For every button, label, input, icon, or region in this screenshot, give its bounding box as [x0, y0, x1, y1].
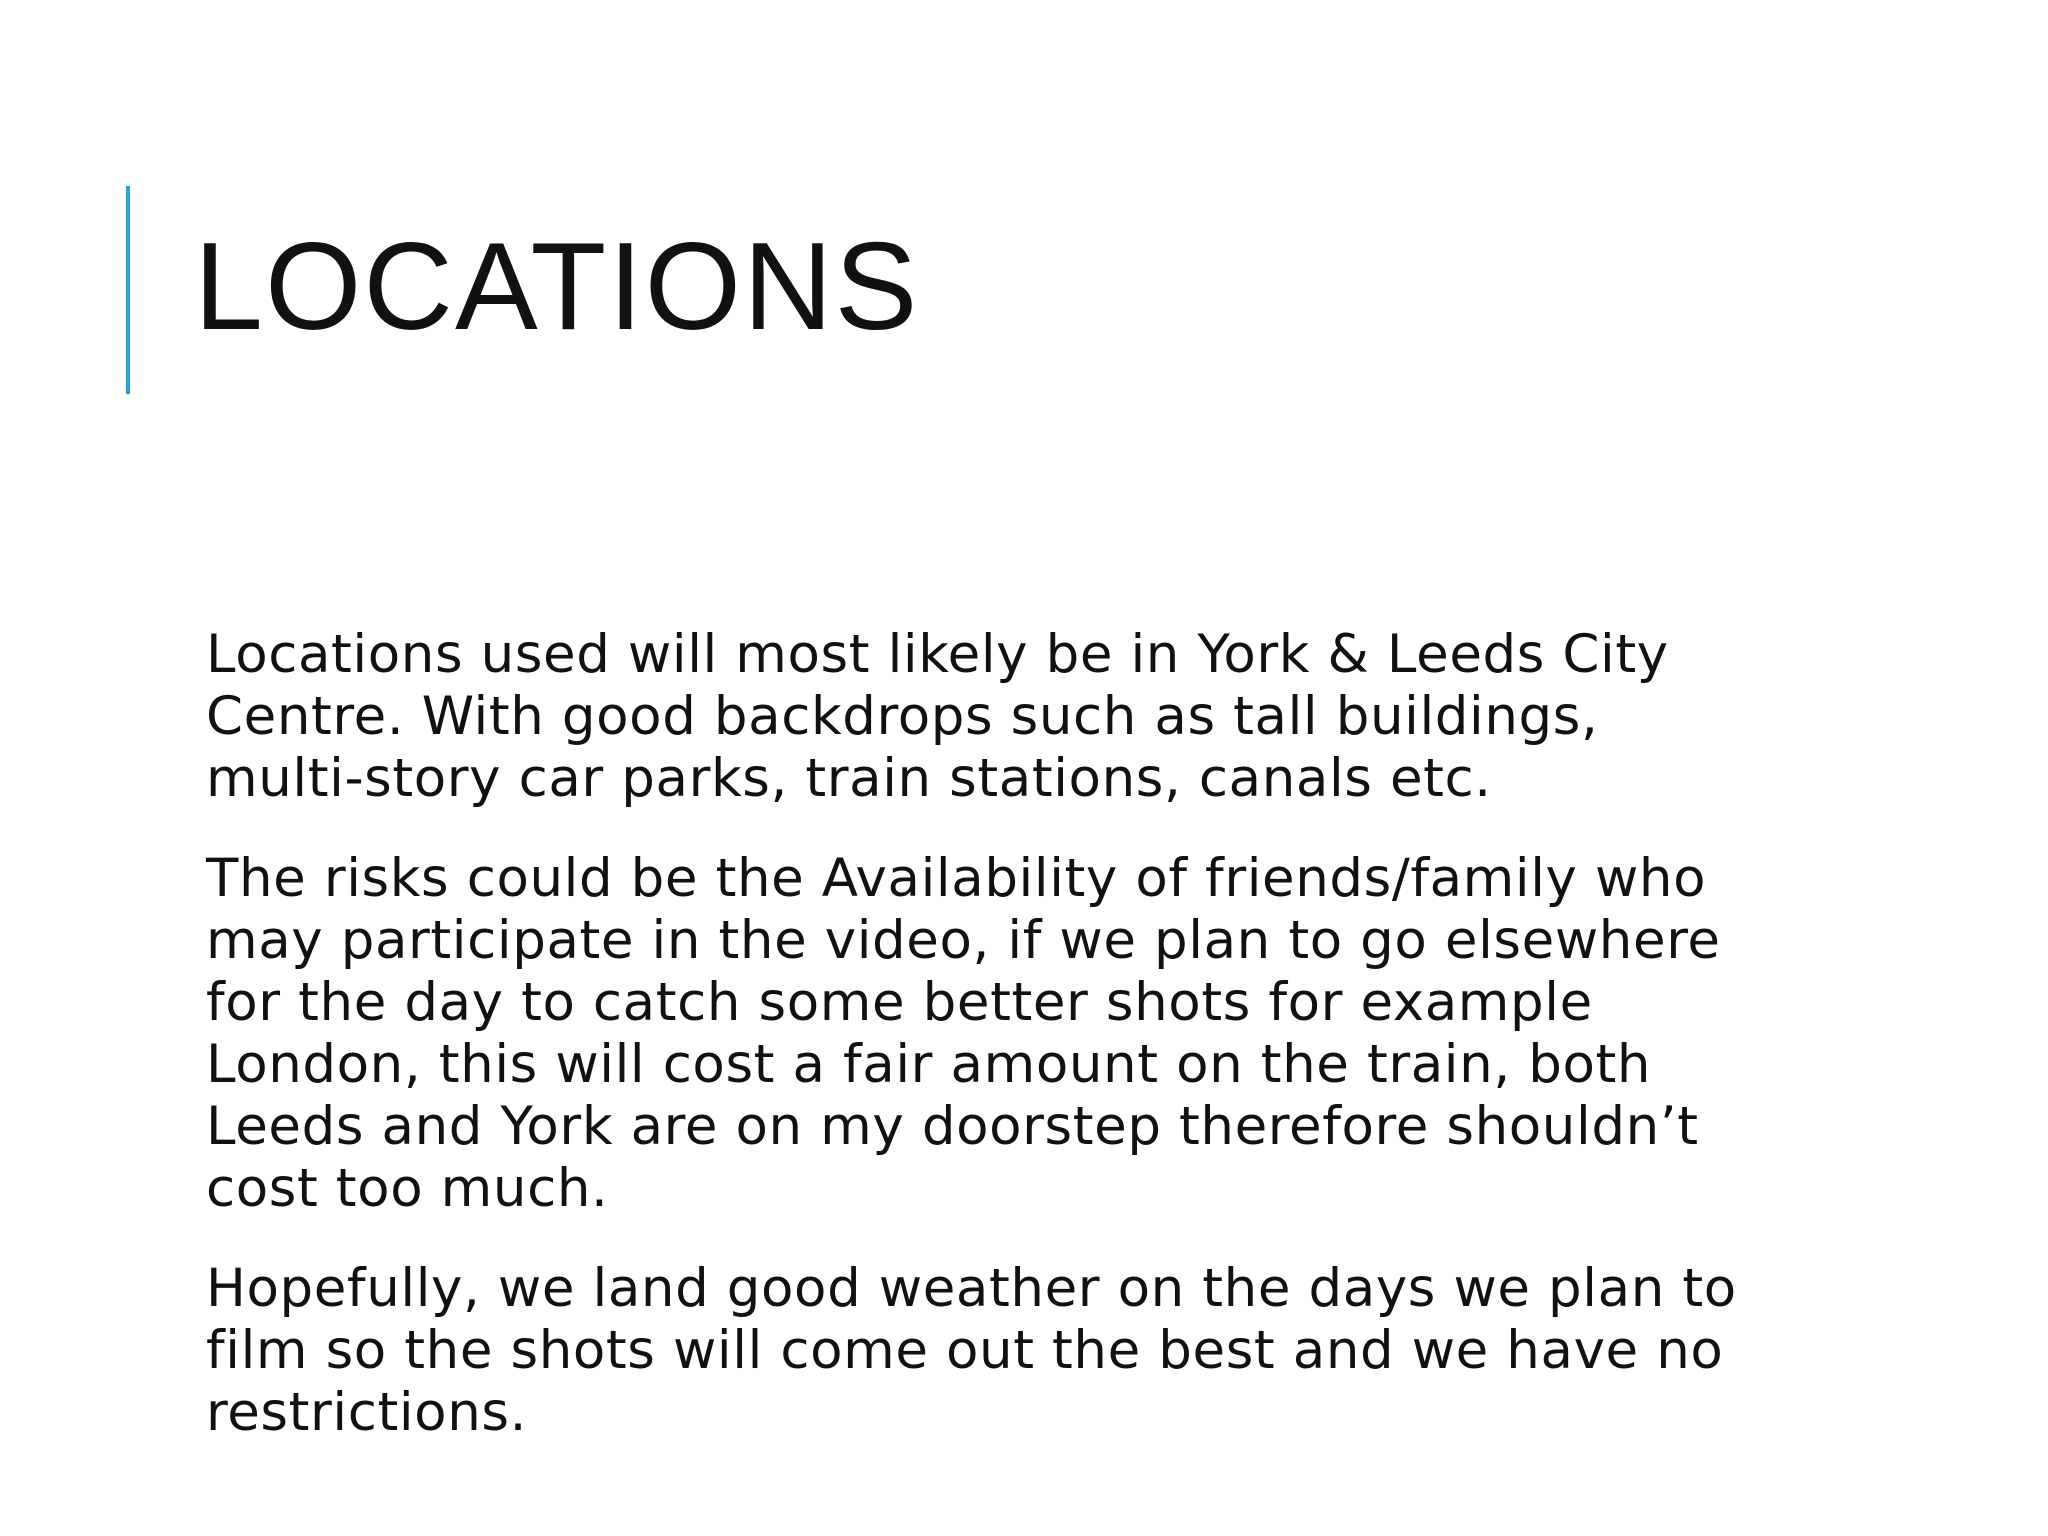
paragraph-line: The risks could be the Availability of friends/family who: [206, 848, 1707, 909]
title-accent-bar: [126, 186, 130, 394]
slide-title: LOCATIONS: [194, 218, 920, 356]
paragraph-line: for the day to catch some better shots for example: [206, 972, 1593, 1033]
paragraph-line: multi-story car parks, train stations, canals etc.: [206, 748, 1492, 809]
paragraph-weather: [206, 1258, 1806, 1444]
paragraph-risks: [206, 848, 1806, 1220]
paragraph-line: may participate in the video, if we plan to go elsewhere: [206, 910, 1721, 971]
paragraph-line: Hopefully, we land good weather on the days we plan to: [206, 1258, 1737, 1319]
paragraph-line: Centre. With good backdrops such as tall buildings,: [206, 686, 1599, 747]
paragraph-line: restrictions.: [206, 1382, 528, 1443]
paragraph-line: film so the shots will come out the best and we have no: [206, 1320, 1724, 1381]
paragraph-line: cost too much.: [206, 1158, 609, 1219]
paragraph-line: Leeds and York are on my doorstep therefore shouldn’t: [206, 1096, 1699, 1157]
paragraph-locations: [206, 624, 1806, 810]
slide-body: [206, 624, 1806, 1482]
paragraph-line: London, this will cost a fair amount on the train, both: [206, 1034, 1652, 1095]
paragraph-line: Locations used will most likely be in York & Leeds City: [206, 624, 1669, 685]
